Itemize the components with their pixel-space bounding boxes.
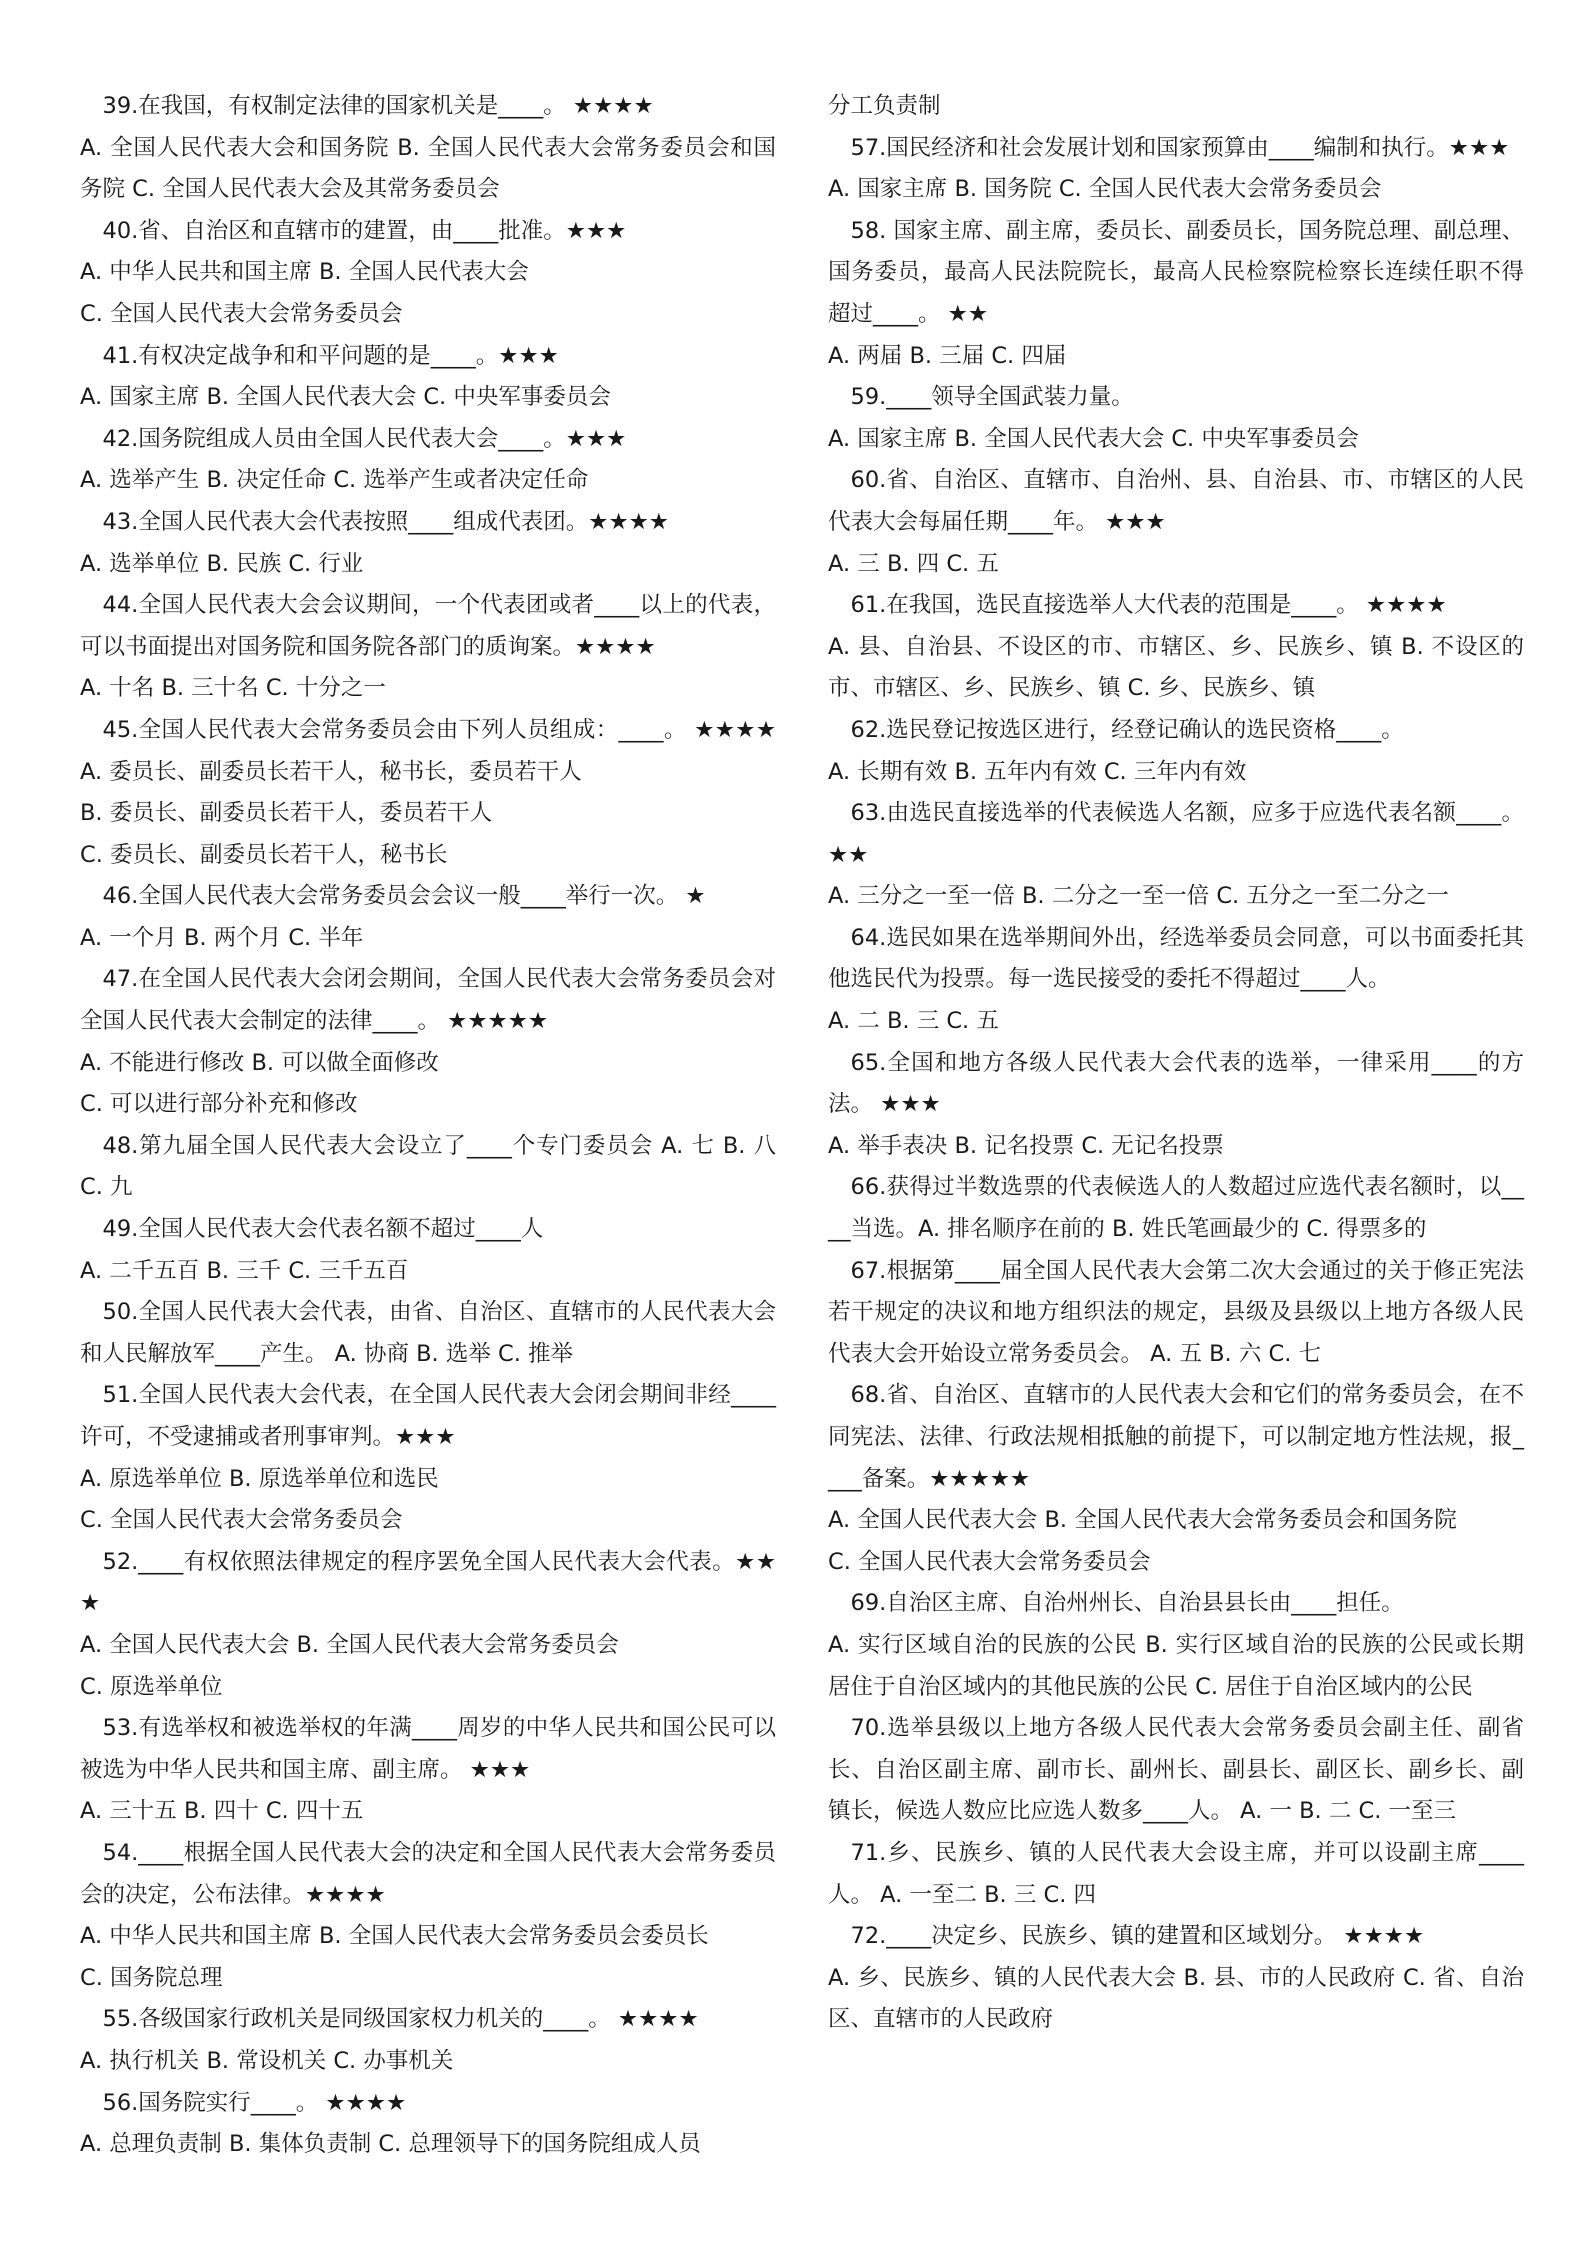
question-line: 65.全国和地方各级人民代表大会代表的选举，一律采用____的方法。 ★★★ bbox=[828, 1049, 1524, 1118]
question-line: 56.国务院实行____。 ★★★★ bbox=[102, 2089, 407, 2116]
answer-options: A. 选举产生 B. 决定任命 C. 选举产生或者决定任命 bbox=[80, 467, 589, 494]
question-line: 68.省、自治区、直辖市的人民代表大会和它们的常务委员会，在不同宪法、法律、行政法规相抵触的前提下，可以制定地方性法规，报____备案。★★★★★ bbox=[828, 1382, 1524, 1492]
question-line: 63.由选民直接选举的代表候选人名额，应多于应选代表名额____。★★ bbox=[828, 800, 1524, 868]
question-line: 70.选举县级以上地方各级人民代表大会常务委员会副主任、副省长、自治区副主席、副市长、副州长、副县长、副区长、副乡长、副镇长，候选人数应比应选人数多____人。 A. 一 B. 二 C. 一至三 bbox=[828, 1715, 1524, 1825]
answer-options: A. 乡、民族乡、镇的人民代表大会 B. 县、市的人民政府 C. 省、自治区、直辖市的人民政府 bbox=[828, 1964, 1524, 2033]
question-line: 61.在我国，选民直接选举人大代表的范围是____。 ★★★★ bbox=[850, 592, 1447, 619]
answer-options: A. 中华人民共和国主席 B. 全国人民代表大会常务委员会委员长 bbox=[80, 1923, 709, 1950]
answer-options: A. 国家主席 B. 全国人民代表大会 C. 中央军事委员会 bbox=[828, 425, 1359, 452]
answer-options: C. 全国人民代表大会常务委员会 bbox=[80, 1507, 403, 1534]
question-line: 41.有权决定战争和和平问题的是____。★★★ bbox=[102, 342, 559, 369]
answer-options: A. 国家主席 B. 国务院 C. 全国人民代表大会常务委员会 bbox=[828, 176, 1382, 203]
answer-options: A. 二 B. 三 C. 五 bbox=[828, 1008, 999, 1035]
answer-options: B. 委员长、副委员长若干人，委员若干人 bbox=[80, 800, 493, 827]
question-line: 58. 国家主席、副主席，委员长、副委员长，国务院总理、副总理、国务委员，最高人民法院院长，最高人民检察院检察长连续任职不得超过____。 ★★ bbox=[828, 217, 1524, 327]
answer-options: C. 可以进行部分补充和修改 bbox=[80, 1091, 358, 1118]
left-column bbox=[80, 86, 776, 2252]
answer-options: A. 全国人民代表大会 B. 全国人民代表大会常务委员会和国务院 bbox=[828, 1507, 1457, 1534]
answer-options: A. 两届 B. 三届 C. 四届 bbox=[828, 342, 1067, 369]
question-line: 50.全国人民代表大会代表，由省、自治区、直辖市的人民代表大会和人民解放军____产生。 A. 协商 B. 选举 C. 推举 bbox=[80, 1299, 776, 1367]
question-line: 40.省、自治区和直辖市的建置，由____批准。★★★ bbox=[102, 217, 627, 244]
answer-options: A. 国家主席 B. 全国人民代表大会 C. 中央军事委员会 bbox=[80, 384, 611, 411]
question-line: 69.自治区主席、自治州州长、自治县县长由____担任。 bbox=[850, 1590, 1404, 1617]
answer-options: A. 全国人民代表大会 B. 全国人民代表大会常务委员会 bbox=[80, 1631, 619, 1658]
question-line: 55.各级国家行政机关是同级国家权力机关的____。 ★★★★ bbox=[102, 2006, 699, 2033]
question-line: 72.____决定乡、民族乡、镇的建置和区域划分。 ★★★★ bbox=[850, 1923, 1425, 1950]
question-line: 49.全国人民代表大会代表名额不超过____人 bbox=[102, 1216, 544, 1243]
answer-options: A. 中华人民共和国主席 B. 全国人民代表大会 bbox=[80, 259, 529, 286]
answer-options: A. 举手表决 B. 记名投票 C. 无记名投票 bbox=[828, 1132, 1224, 1159]
answer-options: A. 执行机关 B. 常设机关 C. 办事机关 bbox=[80, 2047, 454, 2074]
answer-options: C. 国务院总理 bbox=[80, 1964, 223, 1991]
question-line: 64.选民如果在选举期间外出，经选举委员会同意，可以书面委托其他选民代为投票。每一选民接受的委托不得超过____人。 bbox=[828, 924, 1524, 993]
question-line: 62.选民登记按选区进行，经登记确认的选民资格____。 bbox=[850, 716, 1404, 743]
question-line: 51.全国人民代表大会代表，在全国人民代表大会闭会期间非经____许可，不受逮捕或者刑事审判。★★★ bbox=[80, 1382, 776, 1450]
question-line: 46.全国人民代表大会常务委员会会议一般____举行一次。 ★ bbox=[102, 883, 706, 910]
question-line: 48.第九届全国人民代表大会设立了____个专门委员会 A. 七 B. 八 C. 九 bbox=[80, 1132, 776, 1201]
answer-options: C. 原选举单位 bbox=[80, 1673, 223, 1700]
answer-options: A. 原选举单位 B. 原选举单位和选民 bbox=[80, 1465, 439, 1492]
question-line: 66.获得过半数选票的代表候选人的人数超过应选代表名额时，以____当选。A. 排名顺序在前的 B. 姓氏笔画最少的 C. 得票多的 bbox=[828, 1174, 1524, 1243]
question-line: 44.全国人民代表大会会议期间，一个代表团或者____以上的代表，可以书面提出对国务院和国务院各部门的质询案。★★★★ bbox=[80, 592, 776, 660]
question-line: 43.全国人民代表大会代表按照____组成代表团。★★★★ bbox=[102, 508, 669, 535]
right-column bbox=[828, 86, 1524, 2252]
question-line: 54.____根据全国人民代表大会的决定和全国人民代表大会常务委员会的决定，公布法律。★★★★ bbox=[80, 1839, 776, 1908]
answer-options: A. 三十五 B. 四十 C. 四十五 bbox=[80, 1798, 364, 1825]
question-line: 59.____领导全国武装力量。 bbox=[850, 384, 1134, 411]
answer-options: A. 三 B. 四 C. 五 bbox=[828, 550, 999, 577]
answer-options: A. 十名 B. 三十名 C. 十分之一 bbox=[80, 675, 386, 702]
question-line: 47.在全国人民代表大会闭会期间，全国人民代表大会常务委员会对全国人民代表大会制定的法律____。 ★★★★★ bbox=[80, 966, 776, 1035]
question-line: 71.乡、民族乡、镇的人民代表大会设主席，并可以设副主席____人。 A. 一至二 B. 三 C. 四 bbox=[828, 1839, 1524, 1908]
answer-options: A. 三分之一至一倍 B. 二分之一至一倍 C. 五分之一至二分之一 bbox=[828, 883, 1449, 910]
answer-options: A. 选举单位 B. 民族 C. 行业 bbox=[80, 550, 364, 577]
answer-options: A. 不能进行修改 B. 可以做全面修改 bbox=[80, 1049, 439, 1076]
answer-options: A. 二千五百 B. 三千 C. 三千五百 bbox=[80, 1257, 409, 1284]
answer-options: A. 总理负责制 B. 集体负责制 C. 总理领导下的国务院组成人员 bbox=[80, 2131, 701, 2158]
question-line: 60.省、自治区、直辖市、自治州、县、自治县、市、市辖区的人民代表大会每届任期____年。 ★★★ bbox=[828, 467, 1524, 535]
question-line: 39.在我国，有权制定法律的国家机关是____。 ★★★★ bbox=[102, 93, 654, 119]
question-line: 67.根据第____届全国人民代表大会第二次大会通过的关于修正宪法若干规定的决议和地方组织法的规定，县级及县级以上地方各级人民代表大会开始设立常务委员会。 A. 五 B. 六 C. 七 bbox=[828, 1257, 1524, 1367]
question-line: 53.有选举权和被选举权的年满____周岁的中华人民共和国公民可以被选为中华人民共和国主席、副主席。 ★★★ bbox=[80, 1715, 776, 1783]
answer-options: C. 全国人民代表大会常务委员会 bbox=[80, 300, 403, 327]
answer-options: A. 一个月 B. 两个月 C. 半年 bbox=[80, 924, 364, 951]
question-line: 52.____有权依照法律规定的程序罢免全国人民代表大会代表。★★★ bbox=[80, 1548, 776, 1617]
question-line: 57.国民经济和社会发展计划和国家预算由____编制和执行。★★★ bbox=[850, 134, 1510, 161]
answer-options: A. 实行区域自治的民族的公民 B. 实行区域自治的民族的公民或长期居住于自治区域内的其他民族的公民 C. 居住于自治区域内的公民 bbox=[828, 1631, 1524, 1700]
question-line: 42.国务院组成人员由全国人民代表大会____。★★★ bbox=[102, 425, 627, 452]
answer-options: 分工负责制 bbox=[828, 93, 941, 119]
question-line: 45.全国人民代表大会常务委员会由下列人员组成：____。 ★★★★A. 委员长、副委员长若干人，秘书长，委员若干人 bbox=[80, 716, 776, 785]
answer-options: A. 县、自治县、不设区的市、市辖区、乡、民族乡、镇 B. 不设区的市、市辖区、乡、民族乡、镇 C. 乡、民族乡、镇 bbox=[828, 633, 1524, 702]
answer-options: C. 委员长、副委员长若干人，秘书长 bbox=[80, 841, 448, 868]
answer-options: A. 全国人民代表大会和国务院 B. 全国人民代表大会常务委员会和国务院 C. 全国人民代表大会及其常务委员会 bbox=[80, 134, 776, 203]
answer-options: A. 长期有效 B. 五年内有效 C. 三年内有效 bbox=[828, 758, 1247, 785]
answer-options: C. 全国人民代表大会常务委员会 bbox=[828, 1548, 1151, 1575]
